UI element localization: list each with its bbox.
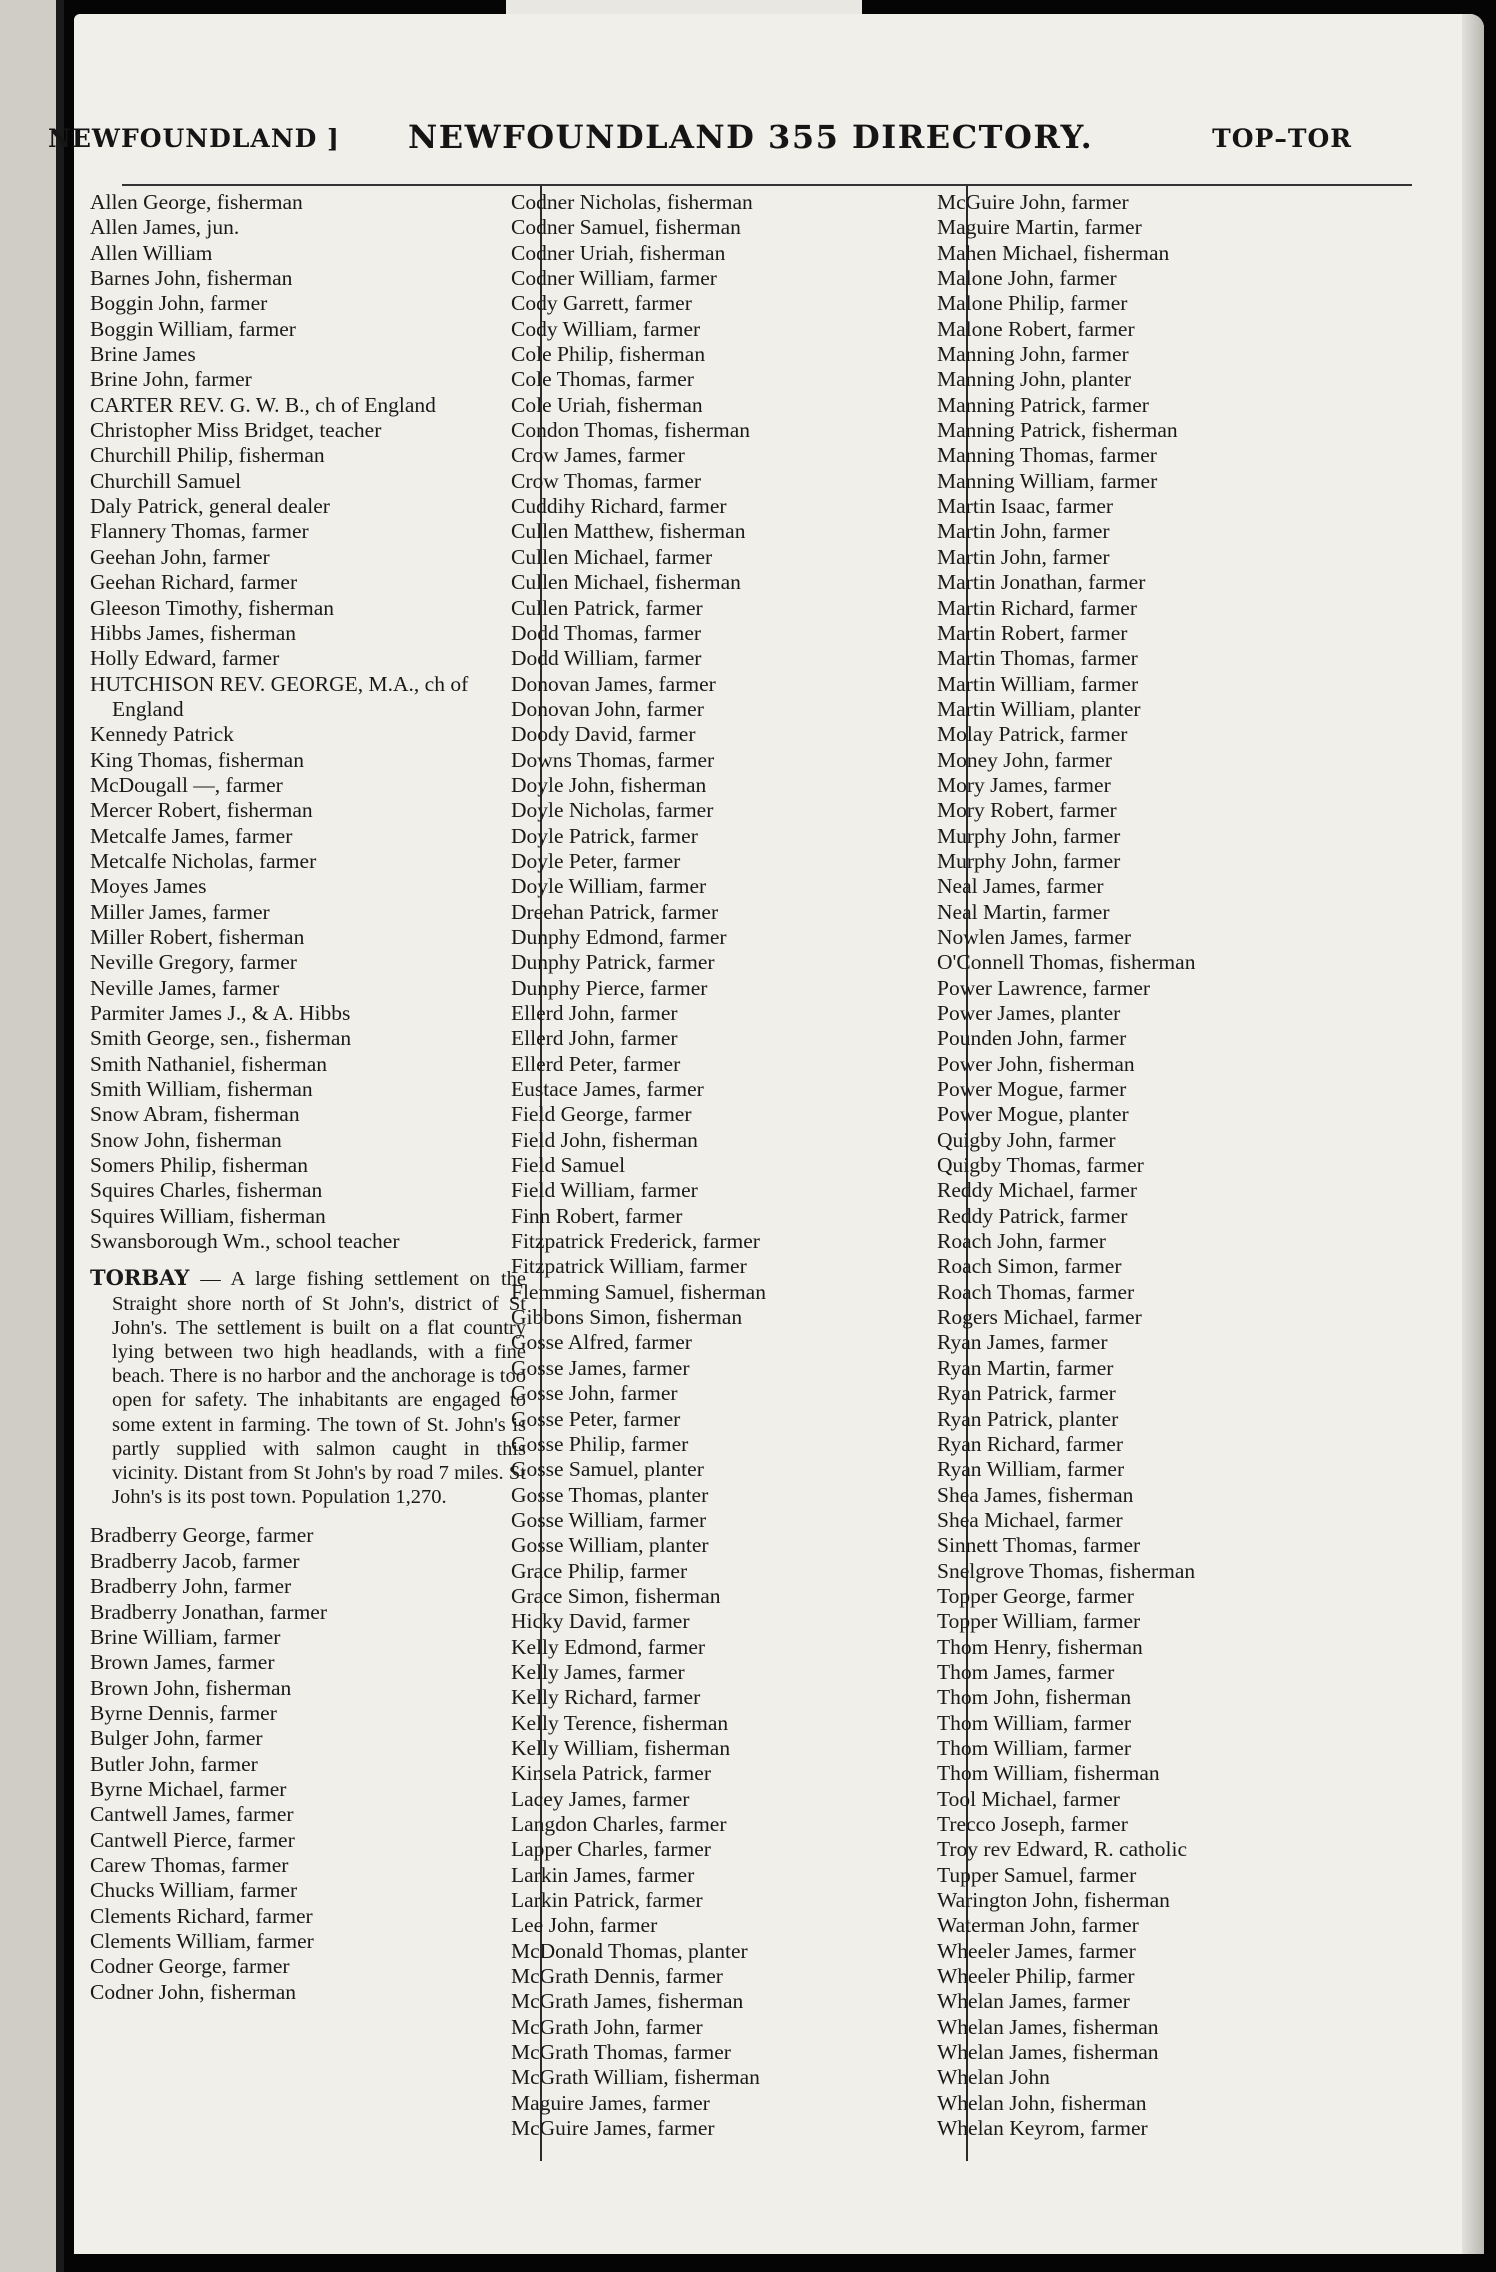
directory-entry: Doyle William, farmer	[511, 874, 707, 899]
directory-entry: Doody David, farmer	[511, 722, 696, 747]
directory-entry: Trecco Joseph, farmer	[937, 1812, 1128, 1836]
directory-entry: Churchill Philip, fisherman	[90, 443, 325, 468]
directory-entry: Cuddihy Richard, farmer	[511, 494, 727, 519]
directory-entry: Roach Simon, farmer	[937, 1254, 1122, 1279]
directory-entry: Brine William, farmer	[90, 1624, 281, 1649]
directory-entry: Roach John, farmer	[937, 1229, 1106, 1254]
directory-entry: Troy rev Edward, R. catholic	[937, 1837, 1187, 1862]
directory-entry: Martin Robert, farmer	[937, 620, 1128, 645]
directory-entry: Doyle John, fisherman	[511, 772, 707, 797]
directory-entry: Allen George, fisherman	[90, 190, 303, 214]
directory-entry: Thom James, farmer	[937, 1659, 1115, 1684]
directory-entry: Ryan Patrick, farmer	[937, 1381, 1116, 1406]
directory-entry: Kelly James, farmer	[511, 1659, 685, 1684]
directory-entry: Kinsela Patrick, farmer	[511, 1761, 711, 1786]
directory-entry: Molay Patrick, farmer	[937, 722, 1128, 747]
directory-entry: Manning John, planter	[937, 367, 1132, 392]
directory-entry: Langdon Charles, farmer	[511, 1812, 727, 1836]
directory-entry: Cody William, farmer	[511, 316, 701, 341]
directory-entry: Doyle Patrick, farmer	[511, 823, 698, 848]
directory-entry: Doyle Peter, farmer	[511, 848, 681, 873]
directory-entry: Geehan John, farmer	[90, 544, 270, 569]
directory-entry: Sinnett Thomas, farmer	[937, 1533, 1141, 1558]
directory-entry: Codner Samuel, fisherman	[511, 215, 741, 240]
directory-entry: Gosse Alfred, farmer	[511, 1330, 692, 1355]
directory-entry: Bradberry Jonathan, farmer	[90, 1599, 327, 1624]
torbay-description	[90, 1266, 526, 1509]
directory-entry: Neville James, farmer	[90, 975, 280, 1000]
directory-entry: Doyle Nicholas, farmer	[511, 798, 714, 823]
directory-entry: Gosse Peter, farmer	[511, 1406, 681, 1431]
directory-entry: Quigby John, farmer	[937, 1127, 1116, 1152]
directory-entry: Dreehan Patrick, farmer	[511, 899, 719, 924]
directory-entry: Gibbons Simon, fisherman	[511, 1305, 743, 1330]
directory-entry: Reddy Michael, farmer	[937, 1178, 1137, 1203]
directory-entry: Martin Thomas, farmer	[937, 646, 1138, 671]
directory-entry: Crow Thomas, farmer	[511, 468, 702, 493]
directory-entry: Somers Philip, fisherman	[90, 1153, 308, 1178]
directory-entry: Murphy John, farmer	[937, 823, 1121, 848]
directory-entry: Gosse Philip, farmer	[511, 1431, 689, 1456]
directory-entry: Kelly Richard, farmer	[511, 1685, 701, 1710]
directory-entry: Bradberry John, farmer	[90, 1574, 292, 1599]
directory-entry: O'Connell Thomas, fisherman	[937, 950, 1196, 975]
directory-entry: Boggin John, farmer	[90, 291, 268, 316]
directory-entry: Butler John, farmer	[90, 1751, 258, 1776]
directory-entry: Grace Philip, farmer	[511, 1558, 688, 1583]
directory-entry: Power John, fisherman	[937, 1051, 1135, 1076]
directory-entry: Squires William, fisherman	[90, 1203, 326, 1228]
directory-entry: Thom William, fisherman	[937, 1761, 1160, 1786]
directory-entry: Barnes John, fisherman	[90, 266, 293, 291]
directory-entry: Codner Uriah, fisherman	[511, 240, 726, 265]
directory-entry: Field John, fisherman	[511, 1127, 698, 1152]
directory-entry: Whelan John	[937, 2065, 1050, 2090]
header-title: NEWFOUNDLAND 355 DIRECTORY.	[408, 118, 1094, 156]
directory-entry: Cody Garrett, farmer	[511, 291, 692, 316]
adjacent-page-edge	[0, 0, 64, 2272]
directory-entry: Geehan Richard, farmer	[90, 570, 298, 595]
directory-entry: Thom William, farmer	[937, 1710, 1131, 1735]
directory-entry: Mahen Michael, fisherman	[937, 240, 1170, 265]
directory-entry: Martin William, farmer	[937, 671, 1139, 696]
header-left: NEWFOUNDLAND ]	[48, 124, 340, 153]
directory-entry: Byrne Dennis, farmer	[90, 1700, 277, 1725]
directory-entry: Lapper Charles, farmer	[511, 1837, 711, 1862]
directory-entry: Ellerd John, farmer	[511, 1026, 678, 1051]
directory-entry: Thom John, fisherman	[937, 1685, 1132, 1710]
directory-entry: McGrath Thomas, farmer	[511, 2040, 731, 2065]
directory-entry: Ellerd Peter, farmer	[511, 1051, 681, 1076]
directory-entry: Manning Patrick, farmer	[937, 392, 1149, 417]
directory-entry: Ryan James, farmer	[937, 1330, 1108, 1355]
directory-entry: Grace Simon, fisherman	[511, 1583, 721, 1608]
directory-entry: Martin John, farmer	[937, 544, 1110, 569]
directory-entry: Thom William, farmer	[937, 1735, 1131, 1760]
page-header	[48, 112, 1388, 162]
directory-entry: Dunphy Pierce, farmer	[511, 975, 708, 1000]
directory-entry: Fitzpatrick William, farmer	[511, 1254, 747, 1279]
directory-entry: Swansborough Wm., school teacher	[90, 1229, 400, 1254]
directory-entry: Fitzpatrick Frederick, farmer	[511, 1229, 760, 1254]
directory-entry: Condon Thomas, fisherman	[511, 418, 751, 443]
directory-entry: CARTER REV. G. W. B., ch of England	[90, 392, 436, 417]
directory-entry: Martin John, farmer	[937, 519, 1110, 544]
directory-entry: Neal James, farmer	[937, 874, 1104, 899]
directory-entry: Ryan Richard, farmer	[937, 1431, 1123, 1456]
directory-entry: Wheeler James, farmer	[937, 1938, 1136, 1963]
directory-entry: Snow John, fisherman	[90, 1127, 282, 1152]
directory-entry: Thom Henry, fisherman	[937, 1634, 1143, 1659]
directory-entry: Topper George, farmer	[937, 1583, 1134, 1608]
directory-entry: Neville Gregory, farmer	[90, 950, 297, 975]
directory-entry: McGrath Dennis, farmer	[511, 1964, 723, 1989]
directory-entry: Manning Patrick, fisherman	[937, 418, 1178, 443]
directory-entry: Crow James, farmer	[511, 443, 685, 468]
directory-entry: Daly Patrick, general dealer	[90, 494, 330, 519]
directory-entry: Downs Thomas, farmer	[511, 747, 715, 772]
directory-entry: Larkin Patrick, farmer	[511, 1888, 703, 1913]
directory-entry: Churchill Samuel	[90, 468, 242, 493]
directory-entry: Malone Philip, farmer	[937, 291, 1128, 316]
directory-entry: Power Mogue, planter	[937, 1102, 1129, 1127]
directory-entry: Donovan James, farmer	[511, 671, 716, 696]
directory-entry: Smith Nathaniel, fisherman	[90, 1051, 328, 1076]
directory-entry: Power Lawrence, farmer	[937, 975, 1151, 1000]
directory-entry: Smith William, fisherman	[90, 1077, 313, 1102]
column-2	[511, 190, 923, 2141]
directory-entry: McGrath William, fisherman	[511, 2065, 760, 2090]
directory-entry: Carew Thomas, farmer	[90, 1852, 289, 1877]
directory-entry: Gosse John, farmer	[511, 1381, 678, 1406]
directory-entry: Lee John, farmer	[511, 1913, 658, 1938]
directory-entry: Snelgrove Thomas, fisherman	[937, 1558, 1196, 1583]
directory-entry: Kelly William, fisherman	[511, 1735, 731, 1760]
directory-entry: Cole Uriah, fisherman	[511, 392, 703, 417]
directory-entry: Miller Robert, fisherman	[90, 924, 305, 949]
directory-entry: Cole Thomas, farmer	[511, 367, 694, 392]
directory-entry: Whelan Keyrom, farmer	[937, 2116, 1148, 2141]
entry-list	[90, 1523, 526, 2005]
directory-entry: Bradberry Jacob, farmer	[90, 1548, 300, 1573]
directory-entry: Manning Thomas, farmer	[937, 443, 1157, 468]
directory-entry: Byrne Michael, farmer	[90, 1776, 287, 1801]
directory-entry: Holly Edward, farmer	[90, 646, 280, 671]
directory-entry: Whelan James, farmer	[937, 1989, 1130, 2014]
directory-entry: Wheeler Philip, farmer	[937, 1964, 1135, 1989]
directory-entry: Bradberry George, farmer	[90, 1523, 314, 1548]
directory-entry: Kennedy Patrick	[90, 722, 234, 747]
directory-entry: Gleeson Timothy, fisherman	[90, 595, 335, 620]
directory-entry: Cole Philip, fisherman	[511, 342, 706, 367]
directory-entry: Money John, farmer	[937, 747, 1112, 772]
place-text: — A large fishing settlement on the Straight shore north of St John's, district of St John's. The settlement is built on a flat country lying between two high headlands, with a fine beach. There is no harbor and the anchorage is too open for safety. The inhabitants are engaged to some extent in farming. The town of St. John's is partly supplied with salmon caught in this vicinity. Distant from St John's by road 7 miles. St John's is its post town. Population 1,270.	[112, 1268, 526, 1509]
directory-entry: Nowlen James, farmer	[937, 924, 1132, 949]
directory-entry: Rogers Michael, farmer	[937, 1305, 1142, 1330]
directory-entry: Clements Richard, farmer	[90, 1903, 313, 1928]
directory-entry: Whelan John, fisherman	[937, 2090, 1147, 2115]
directory-entry: Codner Nicholas, fisherman	[511, 190, 753, 214]
directory-entry: Martin Richard, farmer	[937, 595, 1137, 620]
directory-entry: Snow Abram, fisherman	[90, 1102, 300, 1127]
directory-entry: Finn Robert, farmer	[511, 1203, 683, 1228]
directory-entry: Cullen Michael, fisherman	[511, 570, 741, 595]
directory-entry: Codner William, farmer	[511, 266, 717, 291]
directory-entry: Donovan John, farmer	[511, 696, 704, 721]
directory-entry: HUTCHISON REV. GEORGE, M.A., ch of England	[90, 671, 469, 721]
directory-entry: Pounden John, farmer	[937, 1026, 1127, 1051]
directory-entry: Dodd Thomas, farmer	[511, 620, 702, 645]
directory-entry: Ryan William, farmer	[937, 1457, 1125, 1482]
directory-entry: Kelly Edmond, farmer	[511, 1634, 706, 1659]
directory-entry: Codner George, farmer	[90, 1954, 290, 1979]
directory-entry: Mory James, farmer	[937, 772, 1111, 797]
directory-entry: Waterman John, farmer	[937, 1913, 1139, 1938]
directory-entry: Field William, farmer	[511, 1178, 698, 1203]
directory-entry: Maguire James, farmer	[511, 2090, 710, 2115]
directory-entry: Cullen Matthew, fisherman	[511, 519, 746, 544]
column-1	[90, 190, 526, 2005]
directory-entry: Malone John, farmer	[937, 266, 1117, 291]
directory-entry: Cantwell Pierce, farmer	[90, 1827, 295, 1852]
directory-entry: Neal Martin, farmer	[937, 899, 1110, 924]
directory-entry: Gosse Thomas, planter	[511, 1482, 709, 1507]
directory-entry: Gosse Samuel, planter	[511, 1457, 704, 1482]
directory-entry: Quigby Thomas, farmer	[937, 1153, 1144, 1178]
directory-entry: Dunphy Edmond, farmer	[511, 924, 727, 949]
directory-entry: McGuire James, farmer	[511, 2116, 715, 2141]
directory-entry: Shea James, fisherman	[937, 1482, 1134, 1507]
directory-entry: Topper William, farmer	[937, 1609, 1141, 1634]
entry-list	[511, 190, 923, 2141]
directory-entry: Metcalfe Nicholas, farmer	[90, 848, 317, 873]
directory-entry: Kelly Terence, fisherman	[511, 1710, 729, 1735]
directory-entry: Squires Charles, fisherman	[90, 1178, 323, 1203]
directory-entry: Cantwell James, farmer	[90, 1802, 294, 1827]
directory-entry: Warington John, fisherman	[937, 1888, 1170, 1913]
directory-entry: Metcalfe James, farmer	[90, 823, 293, 848]
directory-entry: Miller James, farmer	[90, 899, 270, 924]
directory-entry: Allen William	[90, 240, 213, 265]
directory-entry: Brine James	[90, 342, 196, 367]
directory-entry: Gosse William, farmer	[511, 1507, 707, 1532]
directory-entry: Brown John, fisherman	[90, 1675, 292, 1700]
directory-entry: Eustace James, farmer	[511, 1077, 704, 1102]
directory-entry: Gosse William, planter	[511, 1533, 709, 1558]
directory-entry: Parmiter James J., & A. Hibbs	[90, 1001, 351, 1025]
directory-entry: Flemming Samuel, fisherman	[511, 1279, 766, 1304]
directory-entry: Dunphy Patrick, farmer	[511, 950, 715, 975]
directory-entry: McDonald Thomas, planter	[511, 1938, 748, 1963]
directory-entry: Manning John, farmer	[937, 342, 1129, 367]
directory-entry: Mory Robert, farmer	[937, 798, 1117, 823]
directory-entry: McGuire John, farmer	[937, 190, 1129, 214]
directory-entry: Martin Jonathan, farmer	[937, 570, 1146, 595]
directory-entry: Ryan Patrick, planter	[937, 1406, 1119, 1431]
directory-entry: Gosse James, farmer	[511, 1355, 690, 1380]
directory-entry: Roach Thomas, farmer	[937, 1279, 1135, 1304]
directory-entry: Moyes James	[90, 874, 207, 899]
directory-entry: Bulger John, farmer	[90, 1726, 263, 1751]
directory-entry: Maguire Martin, farmer	[937, 215, 1142, 240]
directory-entry: Clements William, farmer	[90, 1928, 314, 1953]
directory-entry: Martin William, planter	[937, 696, 1141, 721]
directory-entry: Whelan James, fisherman	[937, 2040, 1159, 2065]
directory-entry: Power James, planter	[937, 1001, 1121, 1025]
directory-entry: McDougall —, farmer	[90, 772, 283, 797]
directory-entry: King Thomas, fisherman	[90, 747, 304, 772]
directory-entry: Lacey James, farmer	[511, 1786, 690, 1811]
directory-entry: Field Samuel	[511, 1153, 626, 1178]
directory-entry: Whelan James, fisherman	[937, 2014, 1159, 2039]
directory-entry: Flannery Thomas, farmer	[90, 519, 309, 544]
directory-entry: Cullen Michael, farmer	[511, 544, 713, 569]
directory-entry: Manning William, farmer	[937, 468, 1158, 493]
directory-entry: Hicky David, farmer	[511, 1609, 690, 1634]
directory-entry: Codner John, fisherman	[90, 1979, 297, 2004]
page-edge	[1462, 14, 1484, 2254]
directory-entry: Tupper Samuel, farmer	[937, 1862, 1137, 1887]
directory-entry: Murphy John, farmer	[937, 848, 1121, 873]
directory-entry: Shea Michael, farmer	[937, 1507, 1123, 1532]
directory-entry: Christopher Miss Bridget, teacher	[90, 418, 382, 443]
directory-entry: Martin Isaac, farmer	[937, 494, 1114, 519]
directory-entry: Tool Michael, farmer	[937, 1786, 1120, 1811]
directory-entry: Brown James, farmer	[90, 1650, 275, 1675]
directory-entry: Brine John, farmer	[90, 367, 252, 392]
header-range: TOP–TOR	[1212, 124, 1352, 153]
column-3	[937, 190, 1377, 2141]
directory-entry: Cullen Patrick, farmer	[511, 595, 703, 620]
directory-entry: Malone Robert, farmer	[937, 316, 1135, 341]
directory-entry: McGrath John, farmer	[511, 2014, 703, 2039]
directory-entry: Field George, farmer	[511, 1102, 692, 1127]
directory-entry: Chucks William, farmer	[90, 1878, 298, 1903]
directory-entry: Dodd William, farmer	[511, 646, 702, 671]
directory-entry: Ryan Martin, farmer	[937, 1355, 1114, 1380]
directory-entry: Larkin James, farmer	[511, 1862, 695, 1887]
directory-entry: Reddy Patrick, farmer	[937, 1203, 1128, 1228]
header-rule	[122, 184, 1412, 186]
directory-entry: Power Mogue, farmer	[937, 1077, 1127, 1102]
directory-entry: Smith George, sen., fisherman	[90, 1026, 352, 1051]
entry-list	[90, 190, 526, 1254]
directory-entry: McGrath James, fisherman	[511, 1989, 744, 2014]
directory-entry: Hibbs James, fisherman	[90, 620, 297, 645]
directory-entry: Mercer Robert, fisherman	[90, 798, 313, 823]
directory-entry: Ellerd John, farmer	[511, 1001, 678, 1025]
directory-entry: Boggin William, farmer	[90, 316, 296, 341]
place-name: TORBAY	[90, 1265, 190, 1291]
entry-list	[937, 190, 1377, 2141]
directory-entry: Allen James, jun.	[90, 215, 240, 240]
